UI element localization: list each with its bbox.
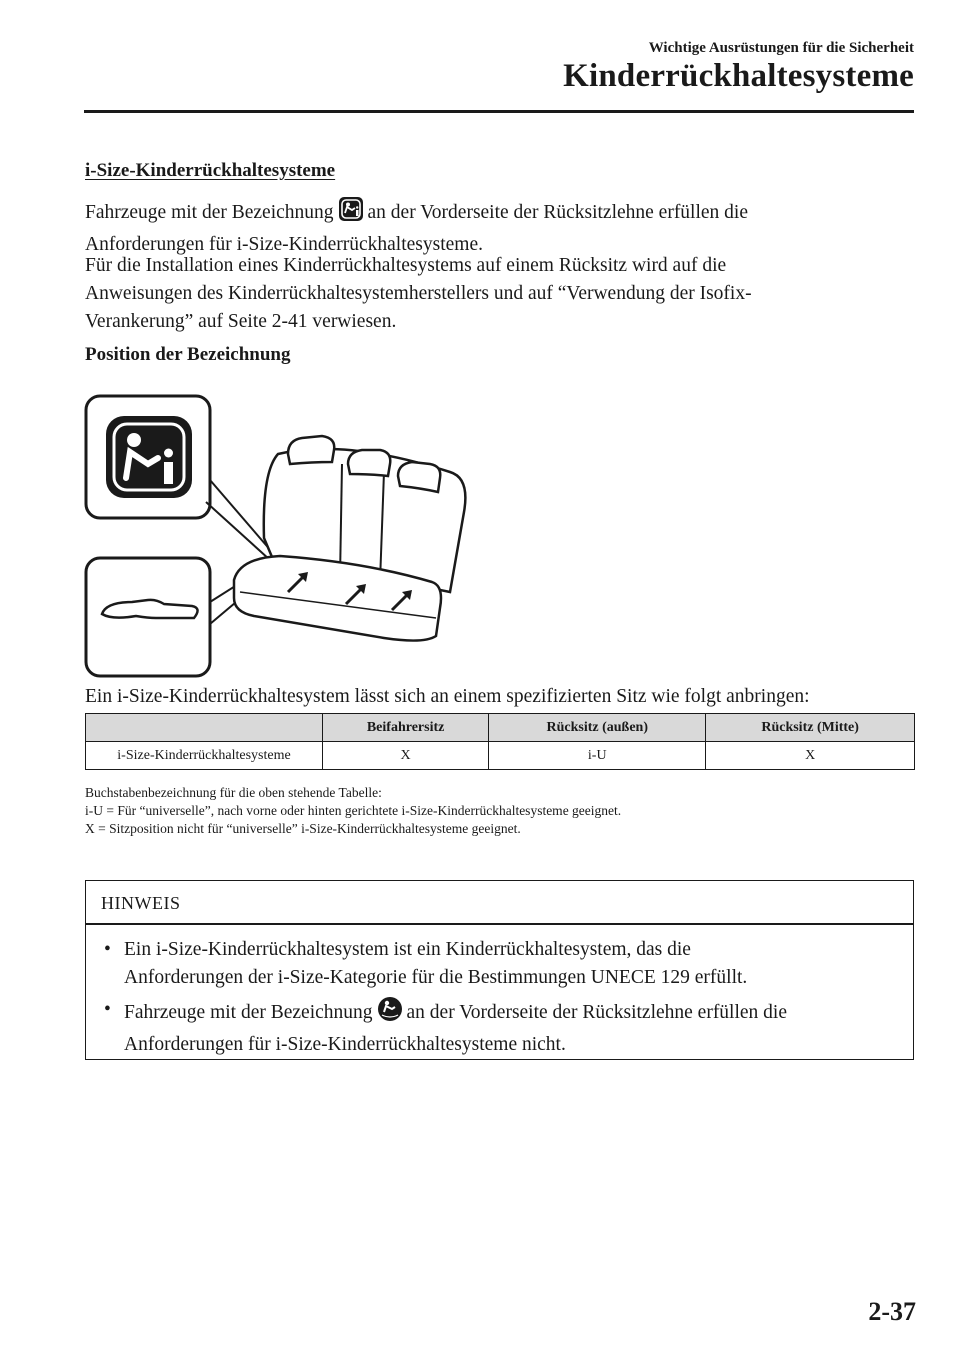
- cell-rear-center: X: [706, 742, 915, 770]
- header-cell-empty: [86, 714, 323, 742]
- chapter-title: Kinderrückhaltesysteme: [563, 58, 914, 94]
- seat-compat-table: [85, 713, 915, 770]
- header-cell-passenger: Beifahrersitz: [323, 714, 489, 742]
- intro-text-after: an der Vorderseite der Rücksitzlehne erfüllen die: [367, 202, 749, 223]
- legend-line-3: X = Sitzposition nicht für “universelle” i-Size-Kinderrückhaltesysteme geeignet.: [85, 821, 521, 836]
- install-line-1: Für die Installation eines Kinderrückhaltesystems auf einem Rücksitz wird auf die: [85, 255, 727, 276]
- installation-paragraph: [85, 252, 885, 336]
- header-cell-rear-center: Rücksitz (Mitte): [706, 714, 915, 742]
- header-cell-rear-outer: Rücksitz (außen): [489, 714, 706, 742]
- header-divider: [84, 110, 914, 113]
- note-item-1-line-1: Ein i-Size-Kinderrückhaltesystem ist ein Kinderrückhaltesystem, das die: [124, 939, 691, 960]
- table-header-row: [86, 714, 915, 742]
- note-item-2-line-2: Anforderungen für i-Size-Kinderrückhaltesysteme nicht.: [124, 1034, 566, 1055]
- isofix-seat-icon: [377, 996, 403, 1031]
- install-line-2: Anweisungen des Kinderrückhaltesystemherstellers und auf “Verwendung der Isofix-: [85, 283, 752, 304]
- position-heading: Position der Bezeichnung: [85, 344, 291, 365]
- i-size-seat-icon: [338, 196, 364, 231]
- legend-line-2: i-U = Für “universelle”, nach vorne oder hinten gerichtete i-Size-Kinderrückhaltesysteme geeignet.: [85, 803, 622, 818]
- cell-rear-outer: i-U: [489, 742, 706, 770]
- note-item-2: [104, 996, 894, 1059]
- note-item-2-line-1: [104, 996, 894, 1031]
- note-item-1-line-2: Anforderungen der i-Size-Kategorie für die Bestimmungen UNECE 129 erfüllt.: [124, 967, 748, 988]
- intro-paragraph: [85, 196, 885, 259]
- section-heading: i-Size-Kinderrückhaltesysteme: [85, 160, 336, 181]
- row-label: i-Size-Kinderrückhaltesysteme: [86, 742, 323, 770]
- table-row: [86, 742, 915, 770]
- cell-passenger: X: [323, 742, 489, 770]
- legend-line-1: Buchstabenbezeichnung für die oben stehende Tabelle:: [85, 785, 382, 800]
- bullet: •: [104, 939, 111, 960]
- page-number: 2-37: [868, 1297, 916, 1326]
- note-item-1: [104, 936, 894, 992]
- intro-text-before: Fahrzeuge mit der Bezeichnung: [85, 202, 334, 223]
- note-title: HINWEIS: [101, 893, 181, 913]
- note-item-2-text-before: Fahrzeuge mit der Bezeichnung: [124, 1002, 373, 1023]
- note-divider: [86, 923, 913, 925]
- bullet: •: [104, 999, 111, 1020]
- table-caption: Ein i-Size-Kinderrückhaltesystem lässt sich an einem spezifizierten Sitz wie folgt anbringen:: [85, 686, 810, 707]
- note-item-2-text-after: an der Vorderseite der Rücksitzlehne erfüllen die: [406, 1002, 788, 1023]
- intro-line-1: [85, 196, 885, 231]
- note-box: [85, 880, 914, 1060]
- install-line-3: Verankerung” auf Seite 2-41 verwiesen.: [85, 311, 397, 332]
- intro-line-2: Anforderungen für i-Size-Kinderrückhaltesysteme.: [85, 234, 483, 255]
- seat-illustration: [84, 392, 484, 680]
- chapter-subtitle: Wichtige Ausrüstungen für die Sicherheit: [648, 40, 914, 56]
